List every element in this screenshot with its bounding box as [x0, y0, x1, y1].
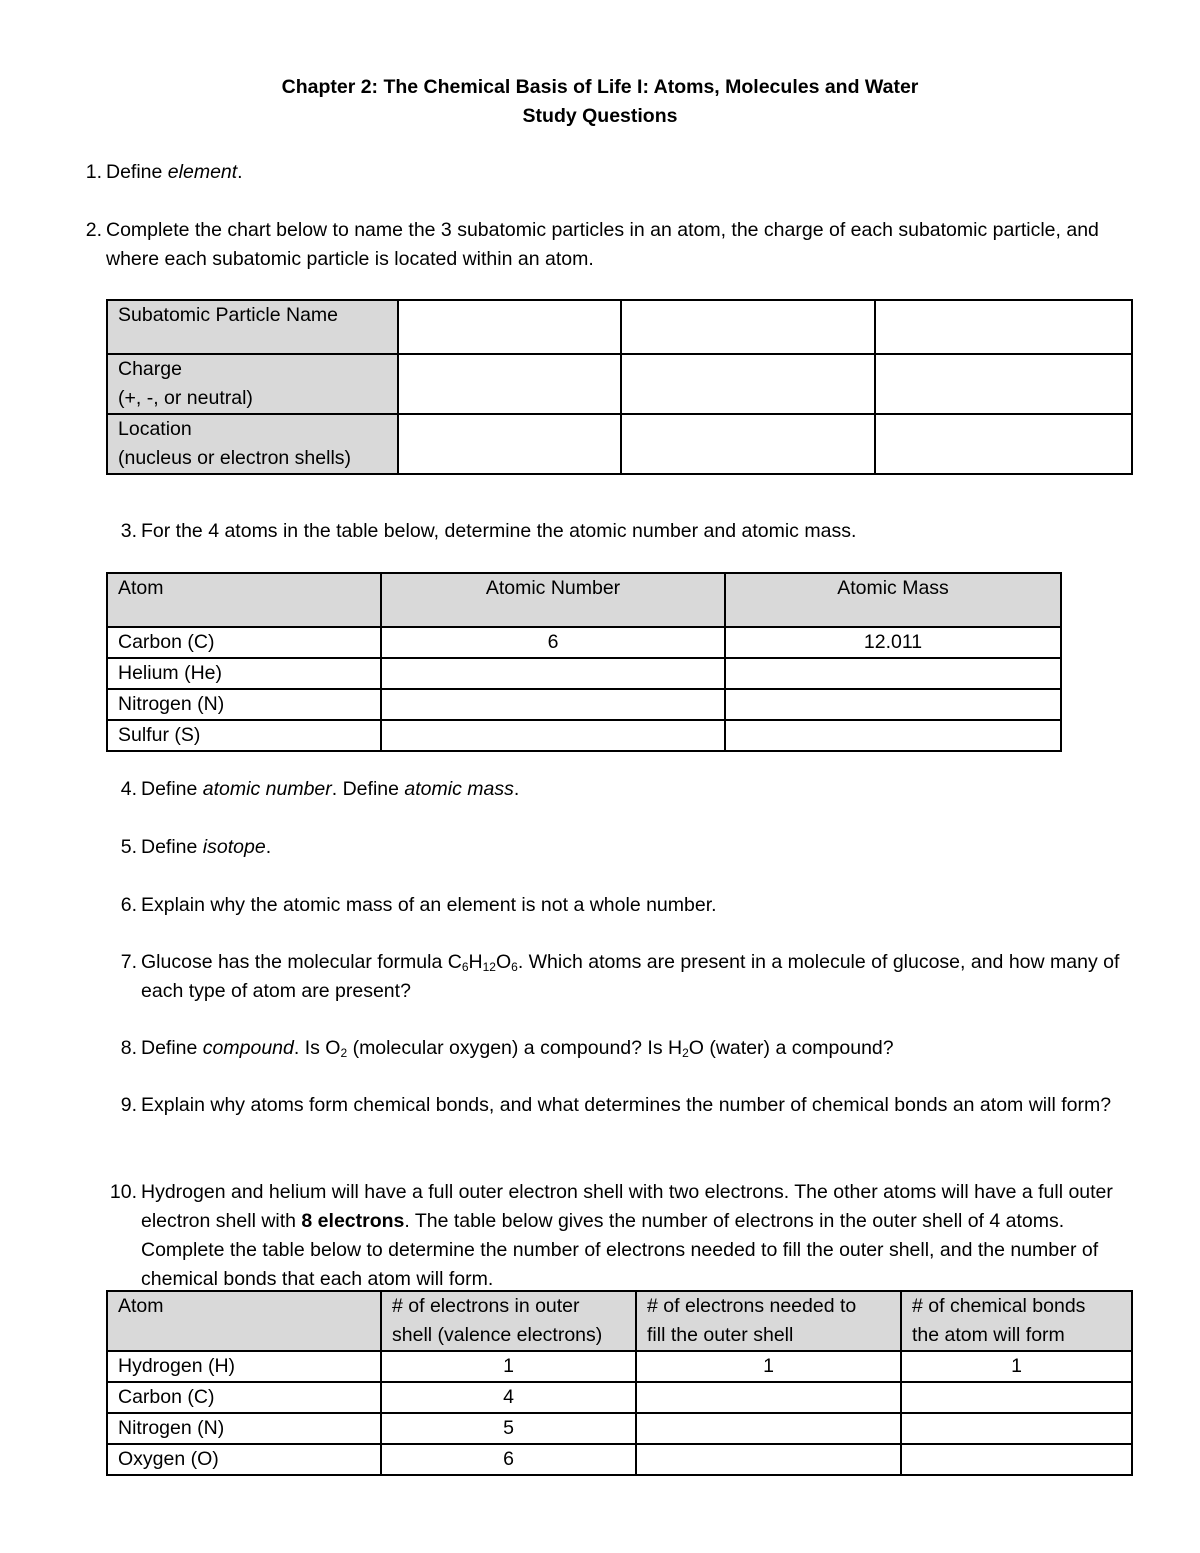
row-header-line: Charge [118, 358, 182, 380]
question-number: 10. [109, 1181, 137, 1203]
atom-cell: Nitrogen (N) [107, 689, 381, 720]
blank-cell[interactable] [875, 300, 1132, 354]
atom-cell: Carbon (C) [107, 1382, 381, 1413]
question-text: Hydrogen and helium will have a full outer electron shell with two electrons. The other atoms will have a full outer electron shell with [141, 1181, 1113, 1232]
question-number: 5. [120, 836, 137, 858]
question-text: (molecular oxygen) a compound? Is H [347, 1037, 683, 1059]
question-term: atomic number [202, 778, 332, 800]
table-row [107, 1382, 1132, 1413]
blank-cell[interactable] [636, 1382, 901, 1413]
blank-cell[interactable] [381, 658, 725, 689]
header-line: # of electrons needed to [647, 1295, 857, 1317]
question-6 [120, 891, 1136, 920]
page-title: Chapter 2: The Chemical Basis of Life I: Atoms, Molecules and Water [281, 76, 919, 98]
blank-cell[interactable] [875, 414, 1132, 474]
blank-cell[interactable] [621, 354, 875, 414]
blank-cell[interactable] [636, 1413, 901, 1444]
table-row [107, 1444, 1132, 1475]
question-text: Complete the chart below to name the 3 subatomic particles in an atom, the charge of each subatomic particle, and where each subatomic particle is located within an atom. [106, 219, 1099, 270]
subscript: 12 [482, 960, 496, 974]
question-number: 4. [120, 778, 137, 800]
atomic-number-table [106, 572, 1062, 752]
question-7 [120, 948, 1136, 1006]
question-text: Define [141, 836, 203, 858]
question-number: 9. [120, 1094, 137, 1116]
header-line: fill the outer shell [647, 1324, 794, 1346]
blank-cell[interactable] [621, 300, 875, 354]
header-line: the atom will form [912, 1324, 1065, 1346]
question-number: 7. [120, 951, 137, 973]
table-row [107, 1413, 1132, 1444]
atom-cell: Helium (He) [107, 658, 381, 689]
column-header: Atomic Mass [725, 573, 1061, 627]
table-row [107, 658, 1061, 689]
question-3 [120, 517, 1136, 546]
column-header [381, 1291, 636, 1351]
question-number: 2. [85, 219, 102, 241]
question-5 [120, 833, 1136, 862]
question-number: 3. [120, 520, 137, 542]
atom-cell: Hydrogen (H) [107, 1351, 381, 1382]
question-10 [109, 1178, 1136, 1294]
question-term: isotope [202, 836, 266, 858]
subatomic-particle-table [106, 299, 1133, 475]
table-row [107, 414, 1132, 474]
question-text: Explain why atoms form chemical bonds, and what determines the number of chemical bonds an atom will form? [141, 1094, 1112, 1116]
table-row [107, 689, 1061, 720]
table-row [107, 720, 1061, 751]
blank-cell[interactable] [381, 689, 725, 720]
column-header: Atomic Number [381, 573, 725, 627]
subscript: 2 [340, 1046, 348, 1060]
subscript: 2 [682, 1046, 689, 1060]
header-line: Atom [118, 1295, 164, 1317]
blank-cell[interactable] [901, 1444, 1132, 1475]
table-header-row [107, 573, 1061, 627]
valence-electron-table [106, 1290, 1133, 1476]
row-header-line: Location [118, 418, 192, 440]
column-header [901, 1291, 1132, 1351]
blank-cell[interactable] [875, 354, 1132, 414]
header-line: # of electrons in outer [392, 1295, 580, 1317]
question-text: H [468, 951, 483, 973]
question-text: Explain why the atomic mass of an element is not a whole number. [141, 894, 717, 916]
question-text: . [265, 836, 272, 858]
question-term: element [167, 161, 238, 183]
blank-cell[interactable] [621, 414, 875, 474]
question-text: Define [141, 1037, 203, 1059]
page-subtitle: Study Questions [522, 105, 678, 127]
column-header: Atom [107, 573, 381, 627]
column-header [107, 1291, 381, 1351]
question-text: Glucose has the molecular formula C [141, 951, 462, 973]
question-9 [120, 1091, 1136, 1120]
table-row [107, 354, 1132, 414]
question-1 [85, 158, 1136, 187]
question-text: Define [106, 161, 168, 183]
question-text: Define [141, 778, 203, 800]
value-cell: 6 [381, 1444, 636, 1475]
value-cell: 6 [381, 627, 725, 658]
question-text: . The table below gives the number of electrons in the outer shell of 4 atoms. Complete the table below to determine the number of electrons needed to fill the outer shell, and the number of chemical bonds that each atom will form. [141, 1210, 1099, 1290]
table-row [107, 1351, 1132, 1382]
question-emphasis: 8 electrons [301, 1210, 405, 1232]
header-line: shell (valence electrons) [392, 1324, 603, 1346]
blank-cell[interactable] [725, 720, 1061, 751]
atom-cell: Nitrogen (N) [107, 1413, 381, 1444]
question-2 [85, 216, 1136, 274]
question-text: O [495, 951, 512, 973]
blank-cell[interactable] [636, 1444, 901, 1475]
question-text: . Define [331, 778, 405, 800]
question-4 [120, 775, 1136, 804]
header-line: # of chemical bonds [912, 1295, 1086, 1317]
atom-cell: Carbon (C) [107, 627, 381, 658]
blank-cell[interactable] [381, 720, 725, 751]
question-text: . [237, 161, 243, 183]
subscript: 6 [511, 960, 518, 974]
question-text: . Is O [293, 1037, 341, 1059]
question-text: . [513, 778, 520, 800]
row-header: Subatomic Particle Name [107, 300, 398, 354]
question-term: compound [202, 1037, 294, 1059]
question-text: O (water) a compound? [688, 1037, 894, 1059]
blank-cell[interactable] [901, 1413, 1132, 1444]
blank-cell[interactable] [398, 300, 621, 354]
atom-cell: Oxygen (O) [107, 1444, 381, 1475]
value-cell: 12.011 [725, 627, 1061, 658]
question-text: For the 4 atoms in the table below, determine the atomic number and atomic mass. [141, 520, 857, 542]
document-header [0, 73, 1200, 131]
table-row [107, 300, 1132, 354]
subscript: 6 [461, 960, 469, 974]
value-cell: 1 [636, 1351, 901, 1382]
question-number: 8. [120, 1037, 137, 1059]
table-header-row [107, 1291, 1132, 1351]
value-cell: 1 [381, 1351, 636, 1382]
question-number: 6. [120, 894, 137, 916]
column-header [636, 1291, 901, 1351]
row-header [107, 414, 398, 474]
question-8 [120, 1034, 1136, 1063]
blank-cell[interactable] [901, 1382, 1132, 1413]
value-cell: 5 [381, 1413, 636, 1444]
table-row [107, 627, 1061, 658]
blank-cell[interactable] [725, 658, 1061, 689]
question-number: 1. [85, 161, 102, 183]
row-header [107, 354, 398, 414]
question-text: . Which atoms are present in a molecule of glucose, and how many of each type of atom are present? [141, 951, 1120, 1002]
value-cell: 4 [381, 1382, 636, 1413]
row-header-line: (nucleus or electron shells) [118, 447, 352, 469]
blank-cell[interactable] [398, 354, 621, 414]
question-term: atomic mass [404, 778, 514, 800]
value-cell: 1 [901, 1351, 1132, 1382]
blank-cell[interactable] [725, 689, 1061, 720]
row-header-line: (+, -, or neutral) [118, 387, 253, 409]
blank-cell[interactable] [398, 414, 621, 474]
atom-cell: Sulfur (S) [107, 720, 381, 751]
